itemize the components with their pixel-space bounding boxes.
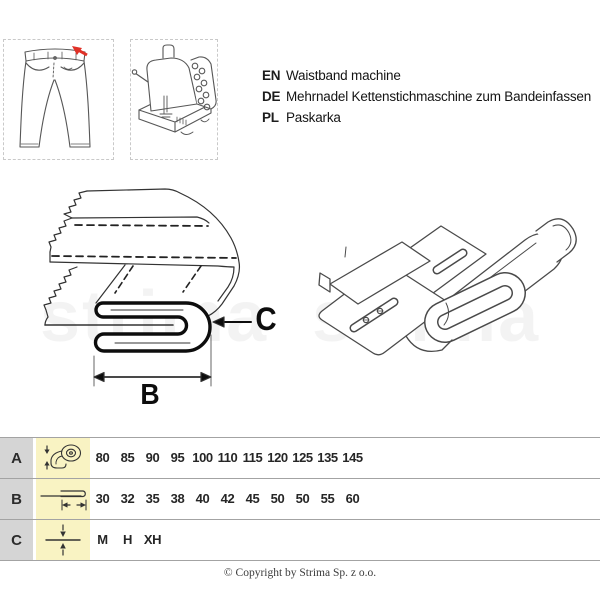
lang-text: Waistband machine <box>286 68 401 83</box>
size-value: 30 <box>95 491 110 506</box>
size-value: 145 <box>342 450 363 465</box>
table-row-c <box>0 519 600 560</box>
size-value: 135 <box>317 450 338 465</box>
lang-text: Paskarka <box>286 110 341 125</box>
lang-row-en <box>262 65 591 86</box>
arrowhead-c <box>213 317 224 327</box>
band-thickness-icon <box>36 520 90 560</box>
size-value: 100 <box>192 450 213 465</box>
machine-picto-box <box>130 39 218 160</box>
size-value: 85 <box>120 450 135 465</box>
size-value: 40 <box>195 491 210 506</box>
lang-code: EN <box>262 68 281 83</box>
size-value: 60 <box>345 491 360 506</box>
size-value: 80 <box>95 450 110 465</box>
size-value: 32 <box>120 491 135 506</box>
size-value: 50 <box>295 491 310 506</box>
row-label: A <box>0 438 33 478</box>
strap-tab <box>319 273 330 292</box>
row-label: C <box>0 520 33 560</box>
size-value: 95 <box>170 450 185 465</box>
folded-band-width-icon <box>36 479 90 519</box>
folder-loop <box>445 293 505 322</box>
row-values <box>90 479 365 519</box>
size-value: 42 <box>220 491 235 506</box>
band-outline <box>87 189 239 316</box>
row-values <box>90 438 365 478</box>
size-value: 38 <box>170 491 185 506</box>
size-value: M <box>97 532 108 547</box>
size-value: 45 <box>245 491 260 506</box>
tape-roll-width-icon <box>36 438 90 478</box>
size-value: XH <box>143 532 162 547</box>
row-values <box>90 520 165 560</box>
size-value: 50 <box>270 491 285 506</box>
size-value: 110 <box>217 450 238 465</box>
size-value: 120 <box>267 450 288 465</box>
lang-row-de <box>262 86 591 107</box>
table-row-a <box>0 437 600 478</box>
pinked-edge-1 <box>64 191 87 218</box>
pinked-edge-2 <box>49 218 72 252</box>
arrowhead-left <box>94 373 104 382</box>
lang-row-pl <box>262 107 591 128</box>
size-value: 35 <box>145 491 160 506</box>
arrowhead-right <box>201 373 211 382</box>
language-descriptions <box>262 65 591 128</box>
copyright-text: © Copyright by Strima Sp. z o.o. <box>223 567 377 579</box>
size-value: H <box>123 532 132 547</box>
binder-attachment-illustration <box>300 200 595 375</box>
size-table <box>0 437 600 561</box>
jeans-waistband-icon <box>4 40 113 157</box>
garment-picto-box <box>3 39 114 160</box>
stitch-line-1 <box>75 225 208 226</box>
row-label: B <box>0 479 33 519</box>
dimension-c-label: C <box>255 301 277 337</box>
pinked-edge-3 <box>44 267 77 317</box>
lang-text: Mehrnadel Kettenstichmaschine zum Bandeinfassen <box>286 89 592 104</box>
lang-code: DE <box>262 89 281 104</box>
dimension-b-label: B <box>140 379 160 411</box>
size-value: 125 <box>292 450 313 465</box>
size-value: 115 <box>242 450 263 465</box>
stitch-line-2 <box>52 256 236 258</box>
lang-code: PL <box>262 110 279 125</box>
sewing-machine-icon <box>131 40 217 157</box>
size-value: 90 <box>145 450 160 465</box>
size-value: 55 <box>320 491 335 506</box>
table-row-b <box>0 478 600 519</box>
folded-band-diagram <box>15 170 260 410</box>
